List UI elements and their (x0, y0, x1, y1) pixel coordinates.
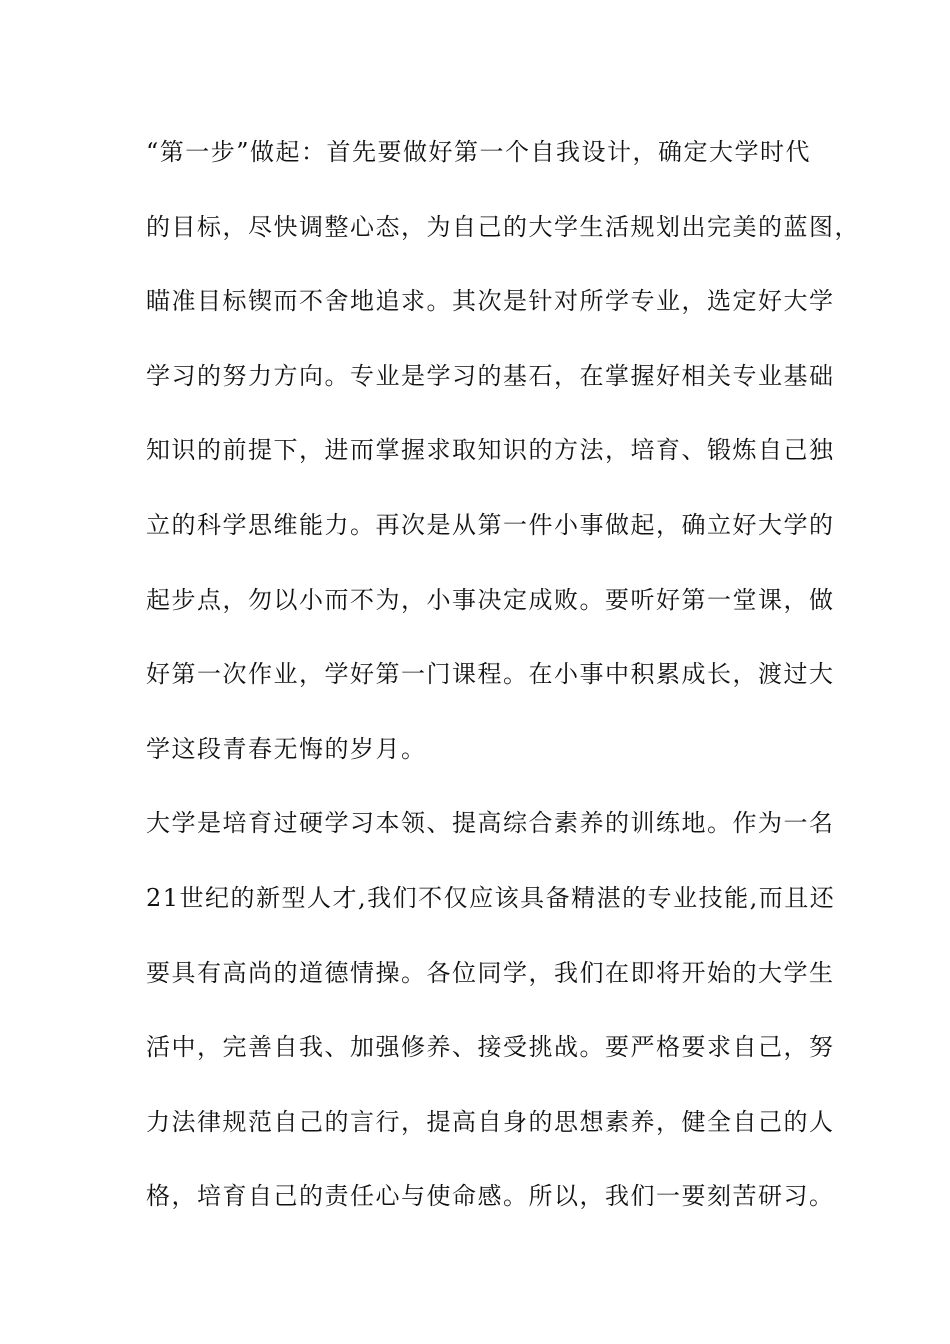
text-line: 21世纪的新型人才,我们不仅应该具备精湛的专业技能,而且还 (146, 883, 836, 912)
text-line: 格，培育自己的责任心与使命感。所以，我们一要刻苦研习。 (146, 1182, 835, 1211)
text-line: “第一步”做起：首先要做好第一个自我设计，确定大学时代 (146, 138, 812, 166)
text-line: 的目标，尽快调整心态，为自己的大学生活规划出完美的蓝图， (146, 212, 860, 241)
text-line: 学习的努力方向。专业是学习的基石，在掌握好相关专业基础 (146, 361, 835, 390)
text-line: 知识的前提下，进而掌握求取知识的方法，培育、锻炼自己独 (146, 436, 835, 465)
text-line: 起步点，勿以小而不为，小事决定成败。要听好第一堂课，做 (146, 585, 835, 614)
text-line: 要具有高尚的道德情操。各位同学，我们在即将开始的大学生 (146, 958, 835, 987)
text-line: 立的科学思维能力。再次是从第一件小事做起，确立好大学的 (146, 510, 835, 539)
text-line: 大学是培育过硬学习本领、提高综合素养的训练地。作为一名 (146, 809, 835, 838)
body-text (146, 132, 860, 1251)
text-line: 活中，完善自我、加强修养、接受挑战。要严格要求自己，努 (146, 1033, 835, 1062)
text-line: 瞄准目标锲而不舍地追求。其次是针对所学专业，选定好大学 (146, 287, 835, 316)
text-line: 学这段青春无悔的岁月。 (146, 734, 427, 763)
text-line: 力法律规范自己的言行，提高自身的思想素养，健全自己的人 (146, 1107, 835, 1136)
text-line: 好第一次作业，学好第一门课程。在小事中积累成长，渡过大 (146, 660, 835, 689)
